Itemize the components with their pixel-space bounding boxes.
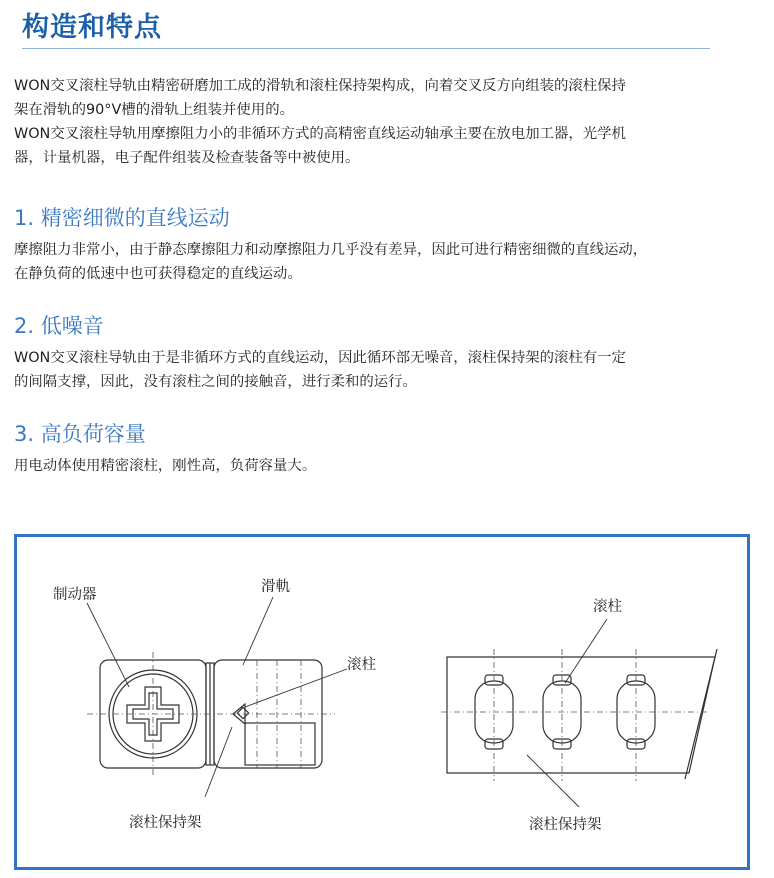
section-body-low-noise [14, 346, 754, 394]
section-heading-low-noise: 2. 低噪音 [14, 314, 104, 338]
intro-line-3: WON交叉滚柱导轨用摩擦阻力小的非循环方式的高精密直线运动轴承主要在放电加工器，光学机 [14, 126, 626, 142]
title-underline [22, 48, 710, 49]
leader-rail [243, 597, 273, 665]
intro-line-2: 架在滑轨的90°V槽的滑轨上组装并使用的。 [14, 102, 294, 118]
page-title: 构造和特点 [22, 12, 162, 43]
leader-roller-left [245, 669, 347, 707]
section-heading-precision: 1. 精密细微的直线运动 [14, 206, 230, 230]
section-body-precision [14, 238, 754, 286]
intro-line-4: 器，计量机器，电子配件组装及检查装备等中被使用。 [14, 150, 360, 166]
leader-cage-left [205, 727, 232, 797]
slide-rail-lower-pad [245, 723, 315, 765]
section-heading-high-load: 3. 高负荷容量 [14, 422, 146, 446]
intro-line-1: WON交叉滚柱导轨由精密研磨加工成的滑轨和滚柱保持架构成，向着交叉反方向组装的滚柱保持 [14, 78, 626, 94]
intro-paragraph-1 [14, 74, 754, 122]
label-brake: 制动器 [53, 587, 97, 603]
structure-diagram [17, 537, 747, 867]
intro-paragraph-2 [14, 122, 754, 170]
section-3-line-1: 用电动体使用精密滚柱，刚性高，负荷容量大。 [14, 458, 317, 474]
label-rail: 滑軌 [261, 579, 290, 595]
section-2-line-1: WON交叉滚柱导轨由于是非循环方式的直线运动，因此循环部无噪音，滚柱保持架的滚柱有一定 [14, 350, 626, 366]
leader-cage-right [527, 755, 579, 807]
section-2-line-2: 的间隔支撑，因此，没有滚柱之间的接触音，进行柔和的运行。 [14, 374, 417, 390]
label-cage-right: 滚柱保持架 [529, 817, 602, 833]
label-roller-left: 滚柱 [347, 657, 376, 673]
leader-roller-right [565, 619, 607, 683]
section-1-line-1: 摩擦阻力非常小，由于静态摩擦阻力和动摩擦阻力几乎没有差异，因此可进行精密细微的直线运动， [14, 242, 648, 258]
label-roller-right: 滚柱 [593, 599, 622, 615]
cage-break-line [685, 649, 717, 779]
label-cage-left: 滚柱保持架 [129, 815, 202, 831]
structure-figure [14, 534, 750, 870]
leader-brake [87, 603, 129, 687]
section-1-line-2: 在静负荷的低速中也可获得稳定的直线运动。 [14, 266, 302, 282]
section-body-high-load [14, 454, 754, 478]
